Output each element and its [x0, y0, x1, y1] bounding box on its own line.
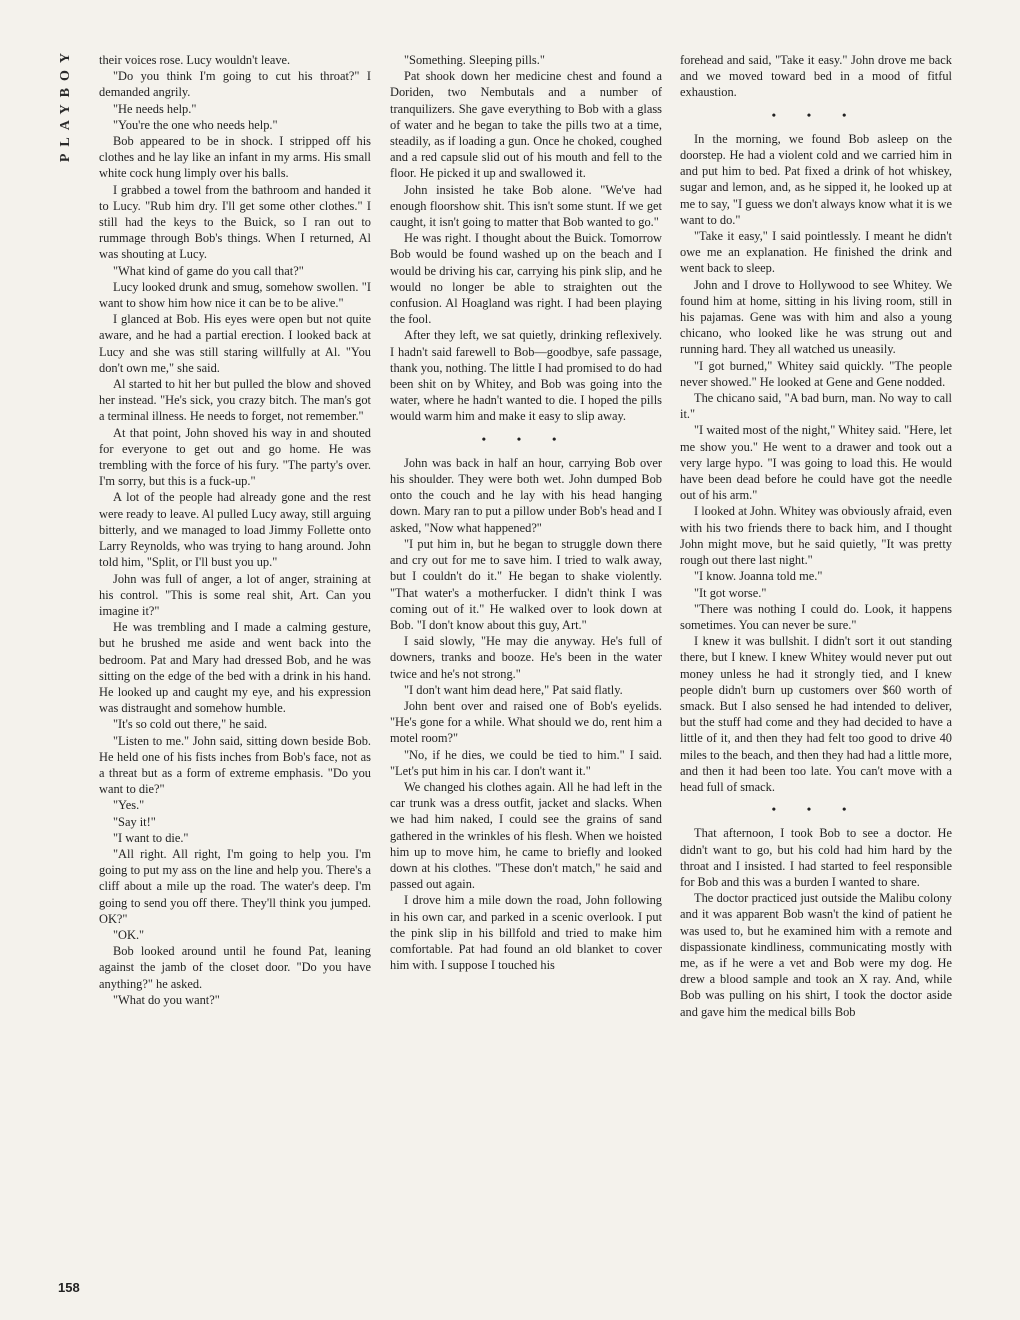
- paragraph: "He needs help.": [113, 101, 197, 116]
- paragraph: "I don't want him dead here," Pat said flatly.: [404, 682, 623, 697]
- paragraph: He was trembling and I made a calming gesture, but he brushed me aside and went back into the bedroom. Pat and Mary had dressed Bob, and he was sitting on the edge of the bed with a drink in his hand. He looked up and caught my eye, and his expression was distraught and somehow humble.: [99, 620, 371, 716]
- paragraph: Bob appeared to be in shock. I stripped off his clothes and he lay like an infant in my arms. His small white cock hung limply over his balls.: [99, 134, 371, 181]
- page-number: 158: [58, 1280, 80, 1295]
- paragraph: "There was nothing I could do. Look, it happens sometimes. You can never be sure.": [680, 601, 952, 632]
- paragraph: "All right. All right, I'm going to help you. I'm going to put my ass on the line and help you. There's a cliff about a mile up the road. The water's deep. I'm going to send you off there. They'll think you jumped. OK?": [99, 846, 371, 926]
- paragraph: After they left, we sat quietly, drinking reflexively. I hadn't said farewell to Bob—goodbye, safe passage, thank you, nothing. The little I had promised to do had been shit on by Whitey, and Bob was going into the water, where he hadn't wanted to die. I hoped the pills would warm him and make it easy to slip away.: [390, 328, 662, 424]
- paragraph: "Yes.": [113, 798, 145, 813]
- paragraph: In the morning, we found Bob asleep on the doorstep. He had a violent cold and we carried him in and put him to bed. Pat fixed a drink of hot whiskey, sugar and lemon, and, as he sipped it, he looked up at me to say, "I guess we don't always know what it is we want to do.": [680, 131, 952, 227]
- paragraph: "OK.": [113, 927, 145, 942]
- paragraph: "No, if he dies, we could be tied to him." I said. "Let's put him in his car. I don't want it.": [390, 747, 662, 778]
- section-separator: • • •: [481, 431, 571, 446]
- paragraph: John was full of anger, a lot of anger, straining at his control. "This is some real shit, Art. Can you imagine it?": [99, 571, 371, 618]
- paragraph: He was right. I thought about the Buick. Tomorrow Bob would be found washed up on the beach and I would be driving his car, carrying his pink slip, and he would no longer be able to straighten out the confusion. Al Hoagland was right. I had been playing the fool.: [390, 231, 662, 327]
- paragraph: their voices rose. Lucy wouldn't leave.: [99, 53, 291, 67]
- paragraph: That afternoon, I took Bob to see a doctor. He didn't want to go, but his cold had him hard by the throat and I insisted. I had started to feel responsible for Bob and this was a burden I wanted to share.: [680, 826, 952, 889]
- text-column-1: [99, 52, 371, 1008]
- magazine-title: PLAYBOY: [58, 46, 73, 163]
- paragraph: "You're the one who needs help.": [113, 117, 278, 132]
- paragraph: "I know. Joanna told me.": [694, 569, 823, 584]
- section-separator: • • •: [771, 802, 861, 817]
- paragraph: I looked at John. Whitey was obviously afraid, even with his two friends there to back him, and I thought John might move, but he said quietly, "It was pretty rough out there last night.": [680, 504, 952, 568]
- paragraph: "Say it!": [113, 814, 156, 829]
- paragraph: "I want to die.": [113, 830, 189, 845]
- paragraph: Al started to hit her but pulled the blow and shoved her instead. "He's sick, you crazy bitch. The man's got a terminal illness. He needs to forget, not remember.": [99, 377, 371, 424]
- paragraph: John was back in half an hour, carrying Bob over his shoulder. They were both wet. John dumped Bob onto the couch and he lay with his head hanging down. Mary ran to put a pillow under Bob's head and I asked, "Now what happened?": [390, 455, 662, 535]
- paragraph: "What kind of game do you call that?": [113, 263, 304, 278]
- paragraph: I knew it was bullshit. I didn't sort it out standing there, but I knew. I knew Whitey would never put out money unless he had it strongly tied, and I knew people didn't burn up customers over $60 worth of smack. But I also sensed he had intended to deliver, but the stuff had come and they had decided to have a little of it, and then they had felt too good to drive 40 miles to the beach, and then they had had a little more, and then it had been too late. You can't move with a head full of smack.: [680, 634, 952, 794]
- paragraph: John bent over and raised one of Bob's eyelids. "He's gone for a while. What should we do, rent him a motel room?": [390, 698, 662, 746]
- paragraph: "I put him in, but he began to struggle down there and cry out for me to save him. I tried to walk away, but I couldn't do it." He began to shake violently. "That water's a motherfucker. I didn't think I was coming out of it." He walked over to look down at Bob. "I don't know about this guy, Art.": [390, 536, 662, 632]
- text-column-3: [680, 52, 952, 1020]
- paragraph: "Something. Sleeping pills.": [404, 53, 545, 67]
- paragraph: John and I drove to Hollywood to see Whitey. We found him at home, sitting in his living room, still in his pajamas. Gene was with him and also a young chicano, who looked like he was strung out and running hard. They all watched us uneasily.: [680, 277, 952, 357]
- paragraph: Pat shook down her medicine chest and found a Doriden, two Nembutals and a number of tranquilizers. She gave everything to Bob with a glass of water and he began to take the pills two at a time, steadily, as if loading a gun. Once he choked, coughed and a red capsule slid out of his mouth and fell to the floor. He picked it up and swallowed it.: [390, 69, 662, 181]
- paragraph: "Do you think I'm going to cut his throat?" I demanded angrily.: [99, 69, 371, 100]
- paragraph: The doctor practiced just outside the Malibu colony and it was apparent Bob wasn't the kind of patient he was used to, but he examined him with a remote and dispassionate kindliness, communicating mostly with me, as if he were a vet and Bob were my dog. He drew a blood sample and took an X ray. And, while Bob was pulling on his shirt, I took the doctor aside and gave him the medical bills Bob: [680, 891, 952, 1019]
- paragraph: John insisted he take Bob alone. "We've had enough floorshow shit. This isn't some stunt. If we get caught, it isn't going to matter that Bob wanted to go.": [390, 182, 662, 230]
- paragraph: "What do you want?": [113, 992, 220, 1007]
- paragraph: Bob looked around until he found Pat, leaning against the jamb of the closet door. "Do you have anything?" he asked.: [99, 944, 371, 991]
- paragraph: We changed his clothes again. All he had left in the car trunk was a dress outfit, jacket and slacks. When we had him naked, I could see the grains of sand gathered in the wrinkles of his flesh. When we hoisted him up to move him, he came to briefly and looked down at his clothes. "These don't match," he said and passed out again.: [390, 779, 662, 892]
- paragraph: "I waited most of the night," Whitey said. "Here, let me show you." He went to a drawer and took out a very large hypo. "I was going to load this. He would have been dead before he could have got the needle out of his arm.": [680, 423, 952, 503]
- paragraph: "I got burned," Whitey said quickly. "The people never showed." He looked at Gene and Gene nodded.: [680, 358, 952, 389]
- paragraph: "It got worse.": [694, 585, 767, 600]
- paragraph: The chicano said, "A bad burn, man. No way to call it.": [680, 391, 952, 422]
- paragraph: A lot of the people had already gone and the rest were ready to leave. Al pulled Lucy away, still arguing bitterly, and we managed to load Jimmy Follette onto Larry Reynolds, who was trying to hang around. John told him, "Split, or I'll bust you up.": [99, 490, 371, 570]
- paragraph: I drove him a mile down the road, John following in his own car, and parked in a scenic overlook. I put the pink slip in his billfold and tried to make him comfortable. Pat had found an old blanket to cover him with. I suppose I touched his: [390, 893, 662, 973]
- paragraph: I glanced at Bob. His eyes were open but not quite aware, and he had a partial erection. I looked back at Lucy and she was still staring willfully at Al. "You don't own me," she said.: [99, 312, 371, 375]
- section-separator: • • •: [771, 107, 861, 122]
- paragraph: Lucy looked drunk and smug, somehow swollen. "I want to show him how nice it can be to be alive.": [99, 279, 371, 311]
- paragraph: "Listen to me." John said, sitting down beside Bob. He held one of his fists inches from Bob's face, not as a threat but as a form of extreme emphasis. "Do you want to die?": [99, 733, 371, 797]
- paragraph: "It's so cold out there," he said.: [113, 717, 268, 732]
- paragraph: I grabbed a towel from the bathroom and handed it to Lucy. "Rub him dry. I'll get some other clothes." I still had the keys to the Buick, so I ran out to rummage through Bob's things. When I returned, Al was shouting at Lucy.: [99, 182, 371, 262]
- paragraph: At that point, John shoved his way in and shouted for everyone to get out and go home. He was trembling with the force of his fury. "The party's over. I'm sorry, but this is a fuck-up.": [99, 425, 371, 489]
- paragraph: I said slowly, "He may die anyway. He's full of downers, tranks and booze. He's been in the water twice and he's not strong.": [390, 634, 662, 681]
- text-column-2: [390, 52, 662, 973]
- paragraph: forehead and said, "Take it easy." John drove me back and we moved toward bed in a mood of fitful exhaustion.: [680, 53, 952, 100]
- paragraph: "Take it easy," I said pointlessly. I meant he didn't owe me an explanation. He finished the drink and went back to sleep.: [680, 229, 952, 276]
